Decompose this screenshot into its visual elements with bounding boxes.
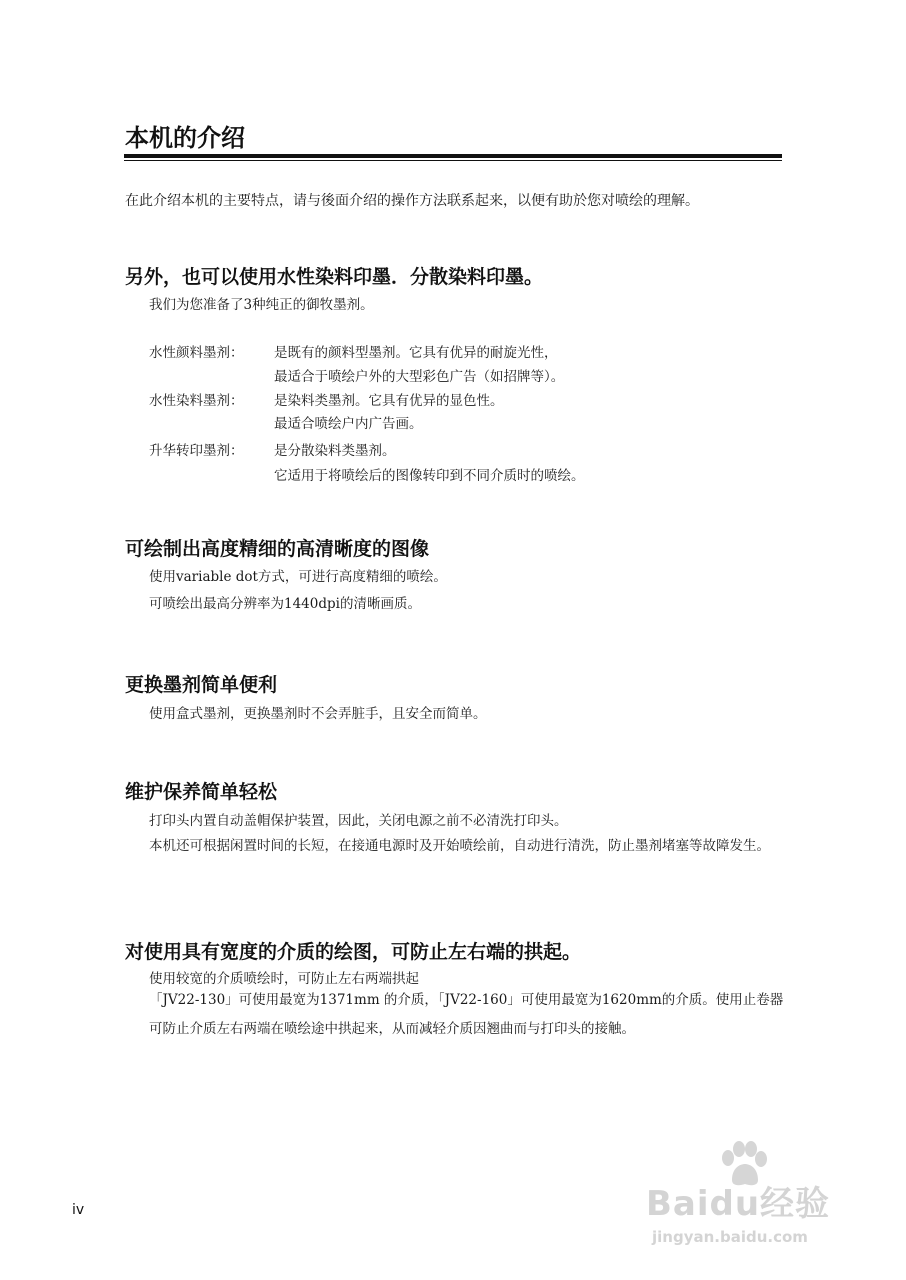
section-heading-ink-change: 更换墨剂简单便利 (125, 674, 278, 696)
ink-desc-line: 是分散染料类墨剂。 (274, 443, 396, 459)
ink-desc-line: 最适合喷绘户内广告画。 (274, 416, 423, 432)
section-line: 可喷绘出最高分辨率为1440dpi的清晰画质。 (149, 596, 421, 612)
ink-desc-line: 它适用于将喷绘后的图像转印到不同介质时的喷绘。 (274, 468, 585, 484)
section-paragraph: 「JV22-130」可使用最宽为1371mm 的介质，「JV22-160」可使用最宽为1620mm的介质。使用止卷器可防止介质左右两端在喷绘途中拱起来，从而减轻介质因翘曲而与打印头的接触。 (149, 992, 784, 1037)
intro-paragraph: 在此介绍本机的主要特点，请与後面介绍的操作方法联系起来，以便有助於您对喷绘的理解。 (125, 193, 699, 209)
ink-desc-line: 是染料类墨剂。它具有优异的显色性。 (274, 393, 504, 409)
section-lead: 我们为您准备了3种纯正的御牧墨剂。 (149, 297, 374, 313)
watermark-url: jingyan.baidu.com (652, 1228, 808, 1246)
page-title: 本机的介绍 (125, 124, 245, 152)
ink-desc-line: 最适合于喷绘户外的大型彩色广告（如招牌等）。 (274, 369, 565, 385)
page-number: iv (72, 1202, 85, 1218)
section-line: 打印头内置自动盖帽保护装置，因此，关闭电源之前不必清洗打印头。 (149, 813, 568, 829)
ink-label: 升华转印墨剂： (149, 443, 244, 459)
ink-desc-line: 是既有的颜料型墨剂。它具有优异的耐旋光性， (274, 345, 558, 361)
baidu-watermark (646, 1140, 866, 1258)
section-line: 使用variable dot方式，可进行高度精细的喷绘。 (149, 569, 447, 585)
section-heading-ink-types: 另外，也可以使用水性染料印墨．分散染料印墨。 (125, 266, 544, 288)
section-paragraph: 本机还可根据闲置时间的长短，在接通电源时及开始喷绘前，自动进行清洗，防止墨剂堵塞等故障发生。 (149, 838, 770, 854)
watermark-brand: Baidu经验 (646, 1184, 831, 1224)
ink-label: 水性颜料墨剂： (149, 345, 244, 361)
section-line: 使用盒式墨剂，更换墨剂时不会弄脏手，且安全而简单。 (149, 706, 487, 722)
section-heading-maintenance: 维护保养简单轻松 (125, 781, 278, 803)
section-heading-resolution: 可绘制出高度精细的高清晰度的图像 (125, 538, 430, 560)
section-line: 使用较宽的介质喷绘时，可防止左右两端拱起 (149, 971, 419, 987)
paw-icon (718, 1140, 768, 1188)
ink-label: 水性染料墨剂： (149, 393, 244, 409)
title-rule-thin (124, 160, 782, 161)
title-rule (124, 154, 782, 158)
section-heading-anti-curl: 对使用具有宽度的介质的绘图，可防止左右端的拱起。 (125, 941, 582, 963)
